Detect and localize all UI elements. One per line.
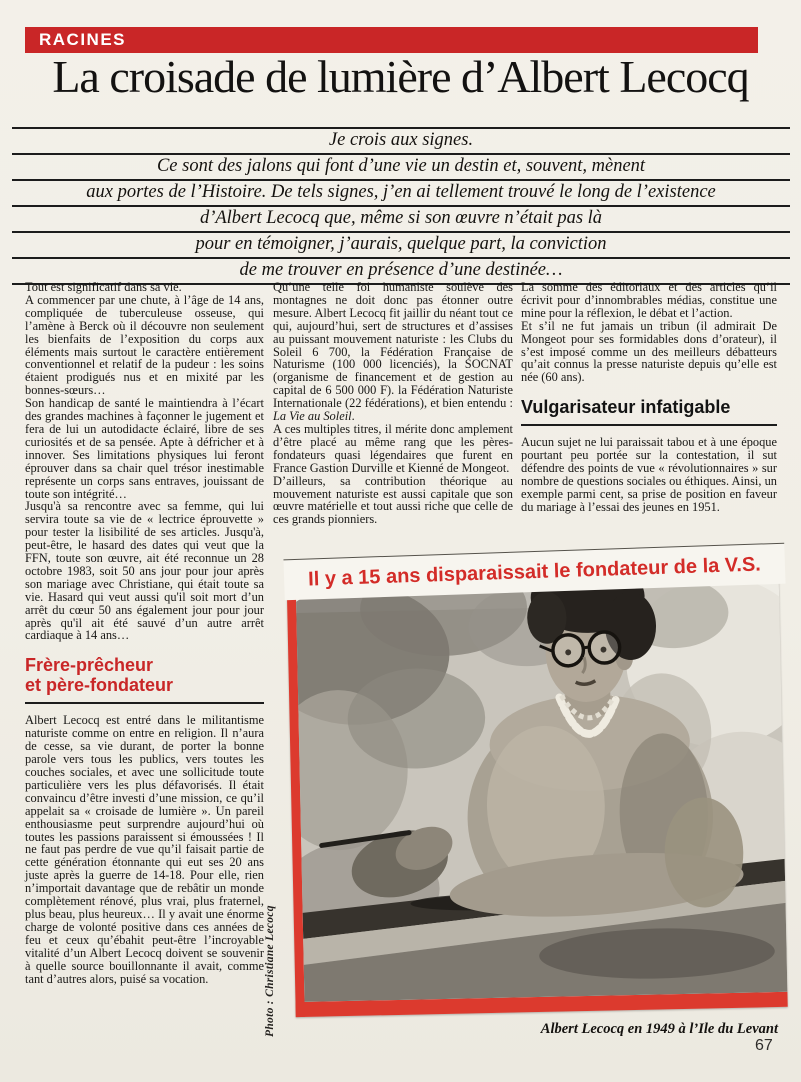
paragraph: D’ailleurs, sa contribution théorique au mouvement naturiste est aussi capitale que son œuvre matérielle et tout aussi riche que celle de ces grands pionniers.	[273, 473, 513, 527]
photo-headline: Il y a 15 ans disparaissait le fondateur de la V.S.	[307, 553, 762, 591]
photo-caption: Albert Lecocq en 1949 à l’Ile du Levant	[540, 1021, 778, 1037]
intro-line: pour en témoigner, j’aurais, quelque part, la conviction	[12, 231, 790, 257]
page-number: 67	[755, 1037, 773, 1054]
column-2	[273, 281, 513, 526]
magazine-name: La Vie au Soleil	[273, 409, 352, 424]
column-1	[25, 281, 264, 985]
paragraph: Jusqu'à sa rencontre avec sa femme, qui lui servira toute sa vie de « lectrice éprouvette » pour tester la lisibilité de ses articles. Jusqu'à, peut-être, le hasard des dates qui veut que la FFN, toute son œuvre, ait été reconnue un 28 octobre 1983, soit 50 ans jour pour jour après son mariage avec Christiane, qui était toute sa vie. Hasard qui veut aussi qu'il soit mort d’un arrêt du cœur 50 ans également jour pour jour après qu'il ait été sauvé d’un autre arrêt cardiaque à 14 ans…	[25, 499, 264, 643]
photo-frame	[286, 551, 787, 1017]
article-title: La croisade de lumière d’Albert Lecocq	[52, 51, 749, 102]
paragraph: A commencer par une chute, à l’âge de 14 ans, compliquée de tuberculeuse osseuse, qui l’amène à Berck où il découvre non seulement les bienfaits de l’exposition du corps aux éléments mais surtout le caractère entièrement conventionnel et relatif de la pudeur : les soins étaient prodigués nus et en mixité par les bonnes-sœurs…	[25, 292, 264, 398]
intro-line: Ce sont des jalons qui font d’une vie un destin et, souvent, mènent	[12, 153, 790, 179]
subhead-line: Frère-prêcheur	[25, 655, 154, 676]
paragraph-text: .	[351, 409, 355, 424]
photo-credit: Photo : Christiane Lecocq	[264, 905, 276, 1037]
intro-quote	[12, 127, 790, 285]
photo-albert-lecocq	[295, 551, 787, 1002]
subhead-frere-precheur	[25, 655, 264, 695]
paragraph: Son handicap de santé le maintiendra à l’écart des grandes machines à façonner le jugement et fera de lui un autodidacte éclairé, libre de ses curiosités et de sa pensée. Apte à défricher et à innover. Ses limitations physiques lui feront éprouver dans sa chair quel trésor inestimable représente un corps sans entraves, jouissant de toute son intégrité…	[25, 396, 264, 501]
paragraph	[273, 281, 513, 423]
paragraph-text: Qu’une telle foi humaniste soulève des montagnes ne doit donc pas étonner outre mesure. Albert Lecocq fit jaillir du néant tout ce qui, aujourd’hui, sert de structures et d’assises au puissant mouvement naturiste : les Clubs du Soleil 6 700, la Fédération Française de Naturisme (100 000 licenciés), la SOCNAT (organisme de financement et de gestion au capital de 6 500 000 F). la Fédération Naturiste Internationale (22 fédérations), et bien entendu :	[273, 280, 513, 411]
paragraph: Aucun sujet ne lui paraissait tabou et à une époque pourtant peu portée sur la contestation, il sut défendre des points de vue « révolutionnaires » sur nombre de questions sociales ou éthiques. Ainsi, un exemple parmi cent, sa prise de position en faveur du mariage à l’essai des jeunes en 1951.	[521, 435, 777, 514]
divider-rule	[521, 424, 777, 426]
subhead-vulgarisateur: Vulgarisateur infatigable	[521, 397, 731, 418]
column-3	[521, 281, 777, 514]
subhead-line: et père-fondateur	[25, 675, 174, 696]
photo-illustration	[295, 551, 787, 1002]
paragraph: Albert Lecocq est entré dans le militantisme naturiste comme on entre en religion. Il n’aura de cesse, sa vie durant, de porter la bonne parole vers tous les publics, vers toutes les couches sociales, et avec une sollicitude toute particulière vers les plus défavorisés. Il était convaincu d’être investi d’une mission, ce qu’il appelait sa « croisade de lumière ». Un pareil enthousiasme peut surprendre aujourd’hui où toutes les passions paraissent si émoussées ! Il ne faut pas perdre de vue qu’il faisait partie de cette génération étonnante qui eut ses 20 ans juste après la guerre de 14-18. Pour elle, rien n’importait davantage que de rebâtir un monde complètement rénové, plus vrai, plus fraternel, plus beau, plus heureux… Il y avait une énorme charge de volonté positive dans ces années de feu et ceux qu’ébahit peut-être l’incroyable vitalité d’un Albert Lecocq doivent se souvenir à quelle source bouillonnante il avait, comme tant d’autres alors, puisé sa vocation.	[25, 713, 264, 986]
paragraph: Tout est significatif dans sa vie.	[25, 280, 182, 294]
paragraph: La somme des éditoriaux et des articles qu’il écrivit pour d’innombrables médias, constitue une mine pour la réflexion, le débat et l’action.	[521, 280, 777, 320]
intro-line: de me trouver en présence d’une destinée…	[12, 257, 790, 283]
intro-line: d’Albert Lecocq que, même si son œuvre n’était pas là	[12, 205, 790, 231]
paragraph: A ces multiples titres, il mérite donc amplement d’être placé au même rang que les pères-fondateurs quasi légendaires que furent en France Gastion Durville et Kienné de Mongeot.	[273, 421, 513, 475]
section-label: RACINES	[39, 30, 127, 49]
intro-line: aux portes de l’Histoire. De tels signes, j’en ai tellement trouvé le long de l’existence	[12, 179, 790, 205]
paragraph: Et s’il ne fut jamais un tribun (il admirait De Mongeot pour ses formidables dons d’orateur), il s’est imposé comme un des meilleurs débatteurs qu’ait connus la presse naturiste depuis qu’elle est née (60 ans).	[521, 318, 777, 385]
intro-line: Je crois aux signes.	[12, 127, 790, 153]
divider-rule	[25, 702, 264, 704]
